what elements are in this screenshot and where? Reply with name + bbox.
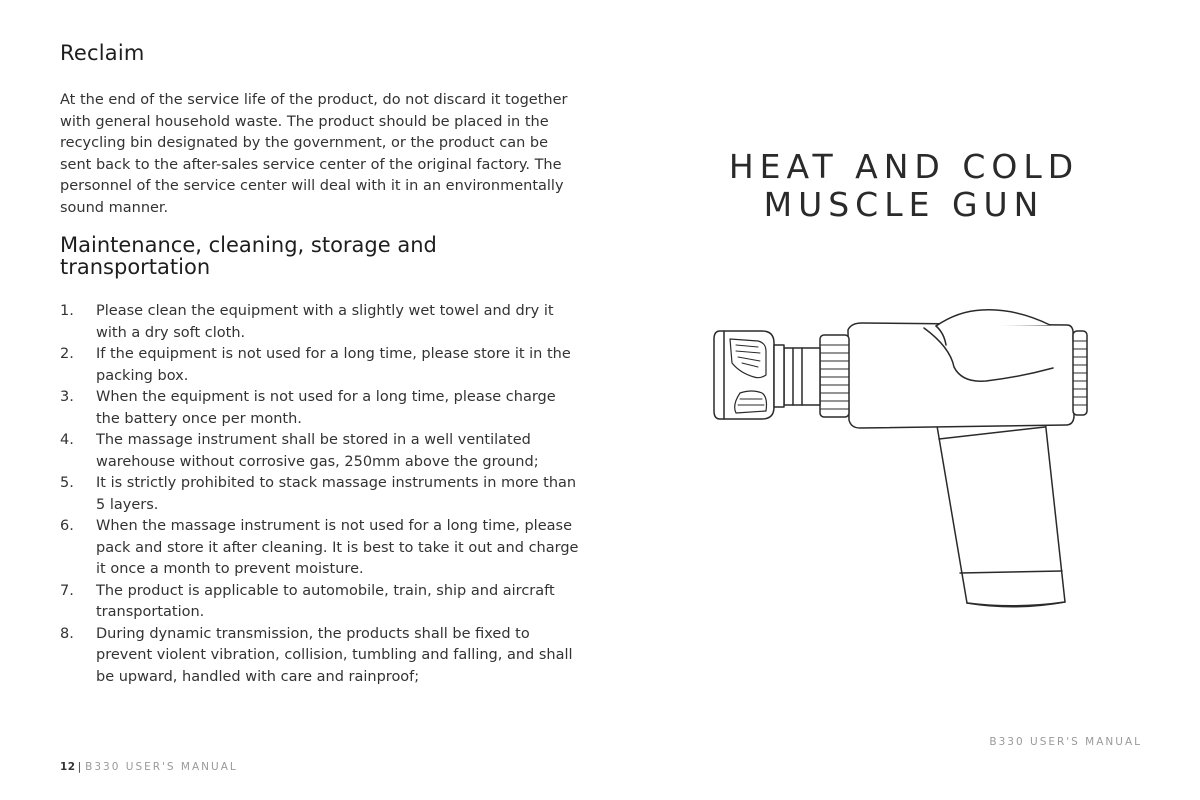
list-item-number: 4.: [60, 432, 74, 448]
list-item: [60, 430, 580, 473]
left-page-footer: [60, 761, 238, 773]
list-item-number: 6.: [60, 518, 74, 534]
list-item-number: 3.: [60, 389, 74, 405]
reclaim-heading: Reclaim: [60, 41, 145, 65]
list-item-text: When the equipment is not used for a long time, please charge the battery once per month.: [96, 389, 556, 427]
right-page-footer: B330 USER'S MANUAL: [989, 736, 1142, 748]
list-item-number: 1.: [60, 303, 74, 319]
list-item: [60, 581, 580, 624]
list-item: [60, 387, 580, 430]
list-item-number: 8.: [60, 625, 74, 642]
list-item-number: 7.: [60, 582, 74, 599]
list-item-text: It is strictly prohibited to stack massage instruments in more than 5 layers.: [96, 475, 577, 513]
footer-separator: |: [77, 761, 84, 773]
right-page: [600, 0, 1200, 800]
list-item-text: The product is applicable to automobile, train, ship and aircraft transportation.: [96, 582, 555, 620]
product-title-line-2: MUSCLE GUN: [763, 185, 1045, 224]
massage-gun-illustration: [710, 305, 1100, 615]
list-item: [60, 301, 580, 344]
maintenance-list: [60, 301, 580, 688]
reclaim-paragraph: At the end of the service life of the product, do not discard it together with general household waste. The product should be placed in the recycling bin designated by the government, or the product can be sent back to the after-sales service center of the original factory. The personnel of the service center will deal with it in an environmentally sound manner.: [60, 92, 568, 216]
footer-manual-label: B330 USER'S MANUAL: [85, 761, 238, 773]
gun-top-hump: [936, 310, 1050, 326]
gun-front-collar: [820, 335, 849, 417]
list-item: [60, 473, 580, 516]
list-item: [60, 624, 580, 689]
list-item-text: During dynamic transmission, the products shall be fixed to prevent violent vibration, collision, tumbling and falling, and shall be upward, handled with care and rainproof;: [96, 625, 573, 685]
list-item-text: If the equipment is not used for a long time, please store it in the packing box.: [96, 346, 571, 384]
list-item-number: 5.: [60, 475, 74, 491]
product-title: [600, 148, 1200, 224]
product-title-line-1: HEAT AND COLD: [728, 147, 1080, 186]
list-item-text: When the massage instrument is not used for a long time, please pack and store it after cleaning. It is best to take it out and charge it once a month to prevent moisture.: [96, 518, 579, 577]
page-number: 12: [60, 761, 76, 773]
list-item-text: Please clean the equipment with a slightly wet towel and dry it with a dry soft cloth.: [96, 303, 554, 341]
list-item-text: The massage instrument shall be stored in a well ventilated warehouse without corrosive gas, 250mm above the ground;: [96, 432, 539, 470]
list-item-number: 2.: [60, 346, 74, 362]
list-item: [60, 516, 580, 581]
list-item: [60, 344, 580, 387]
maintenance-heading: Maintenance, cleaning, storage and transportation: [60, 233, 437, 279]
